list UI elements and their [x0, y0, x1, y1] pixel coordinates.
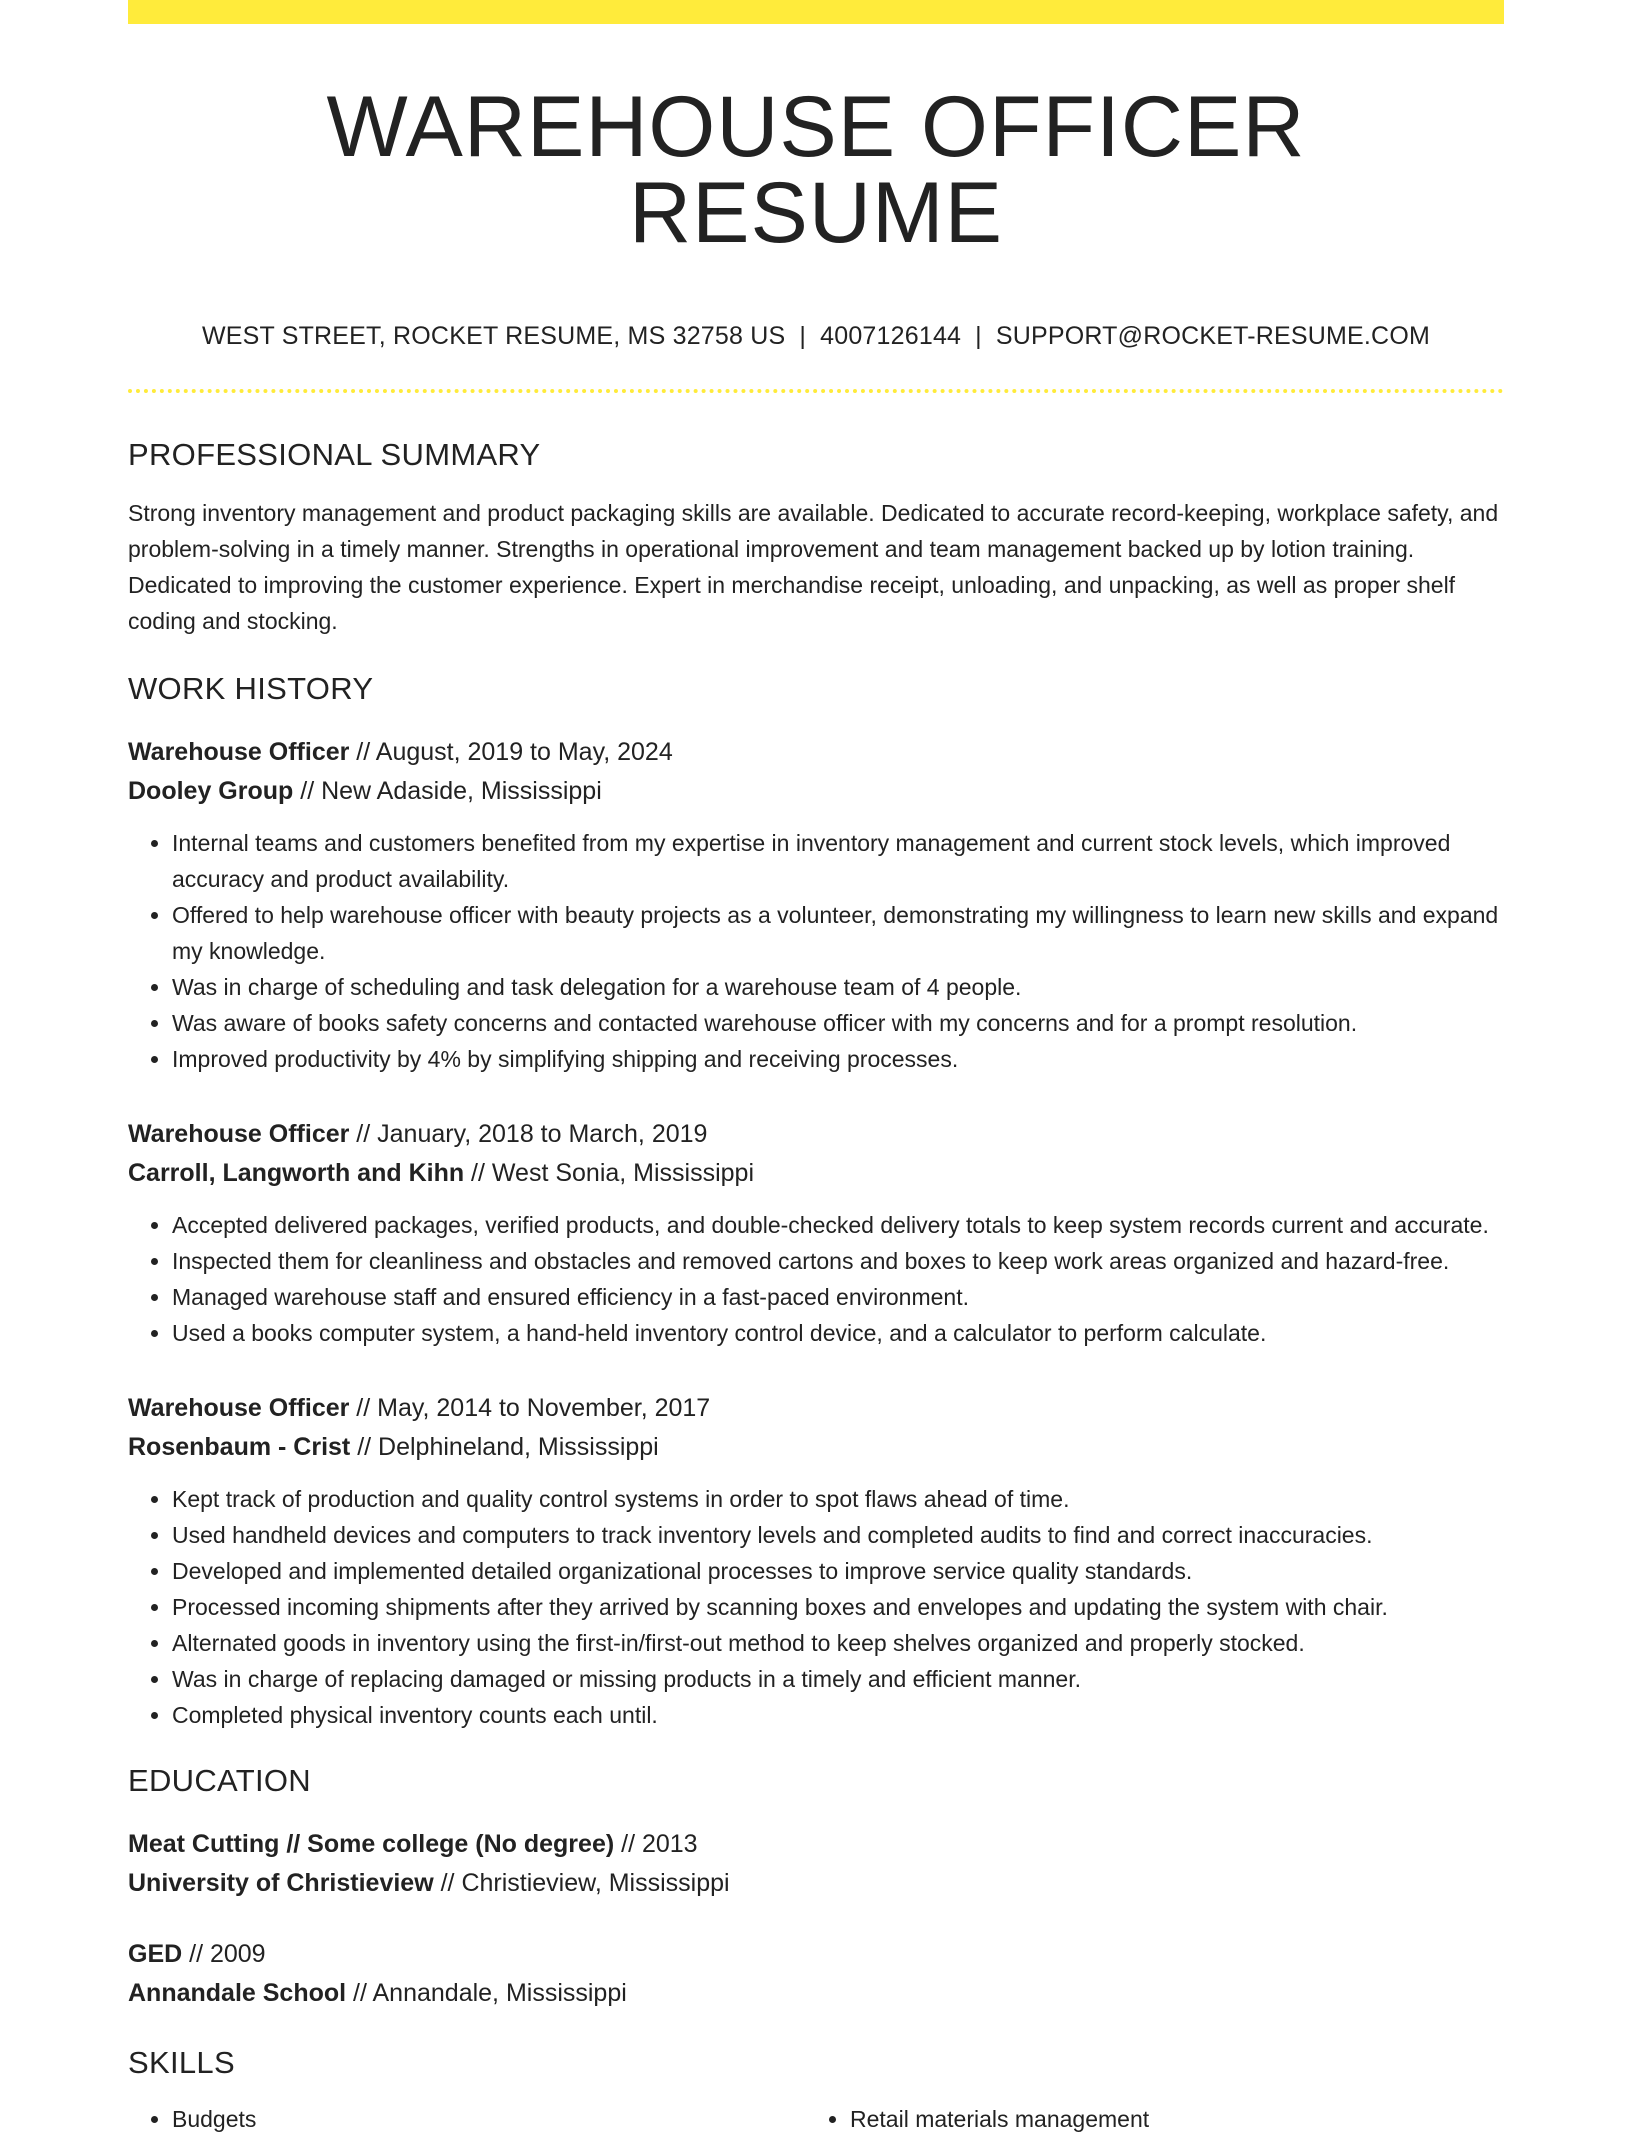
job-bullet: • Used a books computer system, a hand-held inventory control device, and a calculator to perform calculate. — [172, 1315, 1504, 1351]
job-company: Rosenbaum - Crist — [128, 1433, 351, 1461]
job-bullets — [128, 825, 1504, 1077]
job-company-line — [128, 772, 1504, 811]
job-company: Dooley Group — [128, 777, 294, 805]
job-bullet: • Completed physical inventory counts each until. — [172, 1697, 1504, 1733]
job-location: // New Adaside, Mississippi — [293, 777, 602, 805]
job-title-line — [128, 1389, 1504, 1428]
summary-heading: PROFESSIONAL SUMMARY — [128, 437, 541, 472]
job-bullet: • Was in charge of replacing damaged or missing products in a timely and efficient manner. — [172, 1661, 1504, 1697]
contact-email: SUPPORT@ROCKET-RESUME.COM — [995, 322, 1430, 350]
job-bullet: • Improved productivity by 4% by simplifying shipping and receiving processes. — [172, 1041, 1504, 1077]
job-location: // Delphineland, Mississippi — [350, 1433, 659, 1461]
skills-grid — [128, 2101, 1504, 2137]
skill-item: • Budgets — [172, 2101, 806, 2137]
work-history-heading: WORK HISTORY — [128, 671, 374, 706]
education-school-line — [128, 1864, 1504, 1903]
job-company: Carroll, Langworth and Kihn — [128, 1159, 465, 1187]
contact-phone: 4007126144 — [820, 322, 962, 350]
job-bullet: • Kept track of production and quality control systems in order to spot flaws ahead of time. — [172, 1481, 1504, 1517]
education-entry — [128, 1935, 1504, 2013]
job-bullet: • Internal teams and customers benefited from my expertise in inventory management and current stock levels, which improved accuracy and product availability. — [172, 825, 1504, 897]
job-entry — [128, 1115, 1504, 1351]
resume-page — [128, 0, 1504, 2137]
job-entry — [128, 1389, 1504, 1733]
job-bullet: • Inspected them for cleanliness and obstacles and removed cartons and boxes to keep work areas organized and hazard-free. — [172, 1243, 1504, 1279]
education-year: // 2013 — [614, 1830, 698, 1858]
job-dates: // August, 2019 to May, 2024 — [349, 738, 673, 766]
job-bullets — [128, 1207, 1504, 1351]
job-bullet: • Was aware of books safety concerns and contacted warehouse officer with my concerns and for a prompt resolution. — [172, 1005, 1504, 1041]
education-degree-line — [128, 1825, 1504, 1864]
job-bullet: • Was in charge of scheduling and task delegation for a warehouse team of 4 people. — [172, 969, 1504, 1005]
job-bullet: • Managed warehouse staff and ensured efficiency in a fast-paced environment. — [172, 1279, 1504, 1315]
education-year: // 2009 — [182, 1940, 266, 1968]
job-title: Warehouse Officer — [128, 738, 350, 766]
education-heading: EDUCATION — [128, 1763, 311, 1798]
job-bullet: • Alternated goods in inventory using the first-in/first-out method to keep shelves organized and properly stocked. — [172, 1625, 1504, 1661]
job-bullet: • Offered to help warehouse officer with beauty projects as a volunteer, demonstrating my willingness to learn new skills and expand my knowledge. — [172, 897, 1504, 969]
top-accent-bar — [128, 0, 1504, 24]
education-entry — [128, 1825, 1504, 1903]
skills-column-left — [128, 2101, 806, 2137]
skill-item: • Retail materials management — [850, 2101, 1484, 2137]
job-bullet: • Accepted delivered packages, verified products, and double-checked delivery totals to keep system records current and accurate. — [172, 1207, 1504, 1243]
job-dates: // May, 2014 to November, 2017 — [349, 1394, 711, 1422]
job-title: Warehouse Officer — [128, 1120, 350, 1148]
education-school: University of Christieview — [128, 1869, 434, 1897]
job-bullet: • Developed and implemented detailed organizational processes to improve service quality standards. — [172, 1553, 1504, 1589]
education-degree: GED — [128, 1940, 183, 1968]
work-history-list — [128, 733, 1504, 1733]
summary-text: Strong inventory management and product packaging skills are available. Dedicated to accurate record-keeping, workplace safety, and problem-solving in a timely manner. Strengths in operational improvement and team management backed up by lotion training. Dedicated to improving the customer experience. Expert in merchandise receipt, unloading, and unpacking, as well as proper shelf coding and stocking. — [128, 500, 1499, 634]
education-degree: Meat Cutting // Some college (No degree) — [128, 1830, 615, 1858]
dotted-divider — [128, 389, 1504, 393]
skills-column-right — [806, 2101, 1484, 2137]
contact-separator: | — [975, 322, 982, 350]
job-bullets — [128, 1481, 1504, 1733]
resume-title: WAREHOUSE OFFICER RESUME — [326, 79, 1306, 261]
education-school-line — [128, 1974, 1504, 2013]
contact-address: WEST STREET, ROCKET RESUME, MS 32758 US — [201, 322, 786, 350]
job-dates: // January, 2018 to March, 2019 — [349, 1120, 708, 1148]
job-company-line — [128, 1428, 1504, 1467]
job-location: // West Sonia, Mississippi — [464, 1159, 755, 1187]
education-school: Annandale School — [128, 1979, 347, 2007]
education-list — [128, 1825, 1504, 2013]
job-title-line — [128, 1115, 1504, 1154]
education-degree-line — [128, 1935, 1504, 1974]
job-bullet: • Used handheld devices and computers to track inventory levels and completed audits to find and correct inaccuracies. — [172, 1517, 1504, 1553]
contact-line — [128, 322, 1504, 351]
job-company-line — [128, 1154, 1504, 1193]
job-bullet: • Processed incoming shipments after they arrived by scanning boxes and envelopes and updating the system with chair. — [172, 1589, 1504, 1625]
contact-separator: | — [799, 322, 807, 350]
skills-heading: SKILLS — [128, 2045, 235, 2080]
education-location: // Annandale, Mississippi — [346, 1979, 627, 2007]
job-title-line — [128, 733, 1504, 772]
job-entry — [128, 733, 1504, 1077]
education-location: // Christieview, Mississippi — [433, 1869, 730, 1897]
job-title: Warehouse Officer — [128, 1394, 350, 1422]
